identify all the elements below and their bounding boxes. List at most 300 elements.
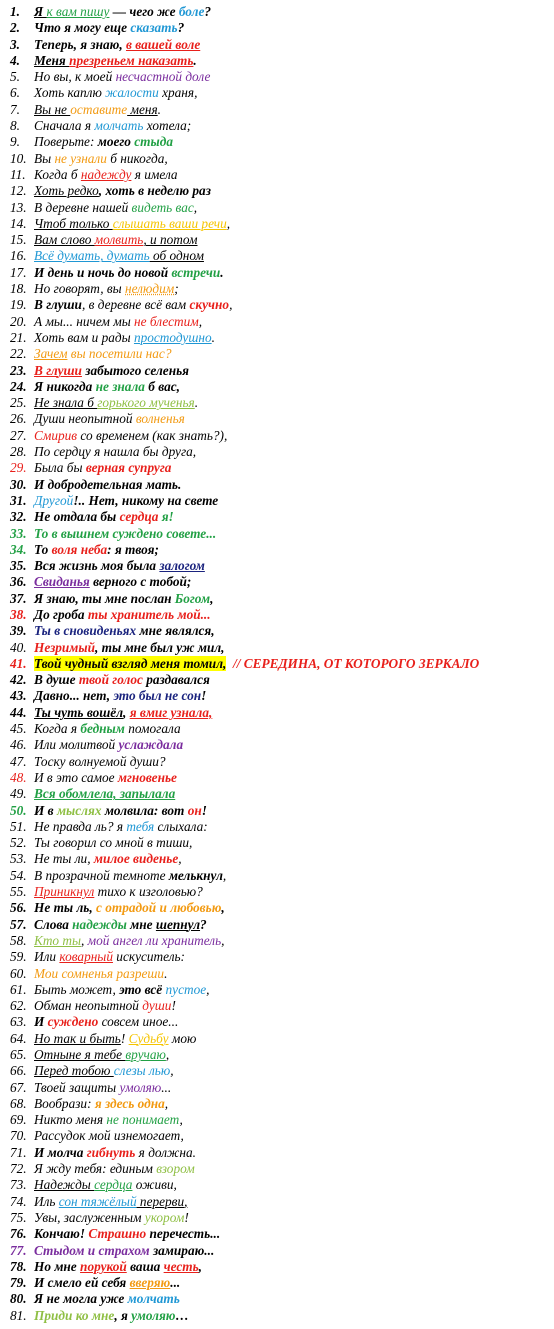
text-fragment: б вас, <box>144 378 180 394</box>
text-fragment: , <box>229 297 233 313</box>
poem-line <box>0 623 554 639</box>
poem-line <box>0 933 554 949</box>
line-number: 24. <box>10 378 27 394</box>
line-text <box>34 1210 554 1226</box>
text-fragment: Никто меня <box>34 1112 107 1128</box>
text-fragment: не блестим <box>134 313 199 329</box>
poem-line <box>0 982 554 998</box>
line-text <box>34 770 554 786</box>
poem-line <box>0 1047 554 1063</box>
text-fragment: к вам пишу <box>46 4 110 19</box>
line-text <box>34 428 554 444</box>
text-fragment: Вся обомлела, запылала <box>34 786 176 802</box>
text-fragment: Слова <box>34 916 73 932</box>
line-number: 40. <box>10 639 27 655</box>
line-text <box>34 363 554 379</box>
text-fragment: Души неопытной <box>34 411 136 427</box>
line-number: 43. <box>10 688 27 704</box>
line-text <box>34 1031 554 1047</box>
line-number: 32. <box>10 509 27 525</box>
text-fragment: услаждала <box>118 737 184 753</box>
line-number: 35. <box>10 558 27 574</box>
text-fragment: волненья <box>135 411 185 427</box>
line-number: 80. <box>10 1291 27 1307</box>
line-text <box>34 1194 554 1210</box>
line-number: 55. <box>10 884 27 900</box>
line-number: 31. <box>10 492 27 508</box>
text-fragment: суждено <box>47 1014 99 1030</box>
line-text <box>34 379 554 395</box>
line-text <box>34 591 554 607</box>
poem-line <box>0 1243 554 1259</box>
line-number: 63. <box>10 1014 27 1030</box>
text-fragment: ? <box>177 20 185 36</box>
text-fragment: помогала <box>124 721 181 737</box>
poem-line <box>0 102 554 118</box>
text-fragment: ! <box>184 1209 189 1225</box>
text-fragment: И день и ночь до новой <box>34 264 172 280</box>
text-fragment: Тоску волнуемой души? <box>34 753 166 769</box>
text-fragment: , в деревне всё вам <box>81 297 190 313</box>
text-fragment: слыхала: <box>154 818 208 834</box>
line-text <box>34 265 554 281</box>
text-fragment: совсем иное... <box>98 1014 179 1030</box>
line-number: 1. <box>10 4 20 19</box>
line-number: 46. <box>10 737 27 753</box>
text-fragment: мыслях <box>56 802 102 818</box>
poem-line <box>0 281 554 297</box>
text-fragment: встречи <box>171 264 221 280</box>
text-fragment: умоляю <box>119 1079 162 1095</box>
text-fragment: презреньем наказать <box>69 52 194 68</box>
line-text <box>34 248 554 264</box>
poem-line <box>0 721 554 737</box>
line-text <box>34 1063 554 1079</box>
text-fragment: он <box>187 802 202 818</box>
text-fragment: Хоть вам и рады <box>34 329 134 345</box>
text-fragment: Но говорят, вы <box>34 281 125 297</box>
line-text <box>34 85 554 101</box>
text-fragment: И в <box>34 802 57 818</box>
line-text <box>34 1080 554 1096</box>
text-fragment: . <box>164 965 168 981</box>
text-fragment: , хоть в неделю раз <box>98 183 211 199</box>
text-fragment: Ты в сновиденьях <box>34 623 137 639</box>
text-fragment: И <box>34 1014 48 1030</box>
line-text <box>34 900 554 916</box>
text-fragment: Я жду тебя: единым <box>34 1161 157 1177</box>
text-fragment: Я не могла уже <box>34 1291 128 1307</box>
line-number: 9. <box>10 134 20 150</box>
text-fragment: , <box>164 1095 169 1111</box>
poem-line <box>0 851 554 867</box>
poem-line <box>0 314 554 330</box>
poem-line <box>0 1210 554 1226</box>
line-number: 58. <box>10 932 27 948</box>
text-fragment: ваша <box>126 1258 164 1274</box>
poem-line <box>0 1161 554 1177</box>
poem-line <box>0 37 554 53</box>
poem-line <box>0 167 554 183</box>
poem-line <box>0 379 554 395</box>
line-text <box>34 917 554 933</box>
poem-line <box>0 1112 554 1128</box>
line-number: 76. <box>10 1226 27 1242</box>
line-text <box>34 346 554 362</box>
text-fragment: Но вы, к моей <box>34 69 116 85</box>
text-fragment: , <box>198 1258 202 1274</box>
poem-line <box>0 1096 554 1112</box>
line-text <box>34 819 554 835</box>
poem-line <box>0 803 554 819</box>
text-fragment: Была бы <box>34 460 86 476</box>
line-text <box>34 183 554 199</box>
text-fragment: б никогда, <box>106 150 168 166</box>
highlighted-line <box>34 656 226 671</box>
line-text <box>34 53 554 69</box>
text-fragment: Я знаю, ты мне послан <box>34 590 175 606</box>
line-text <box>34 574 554 590</box>
text-fragment: ты хранитель мой... <box>87 606 211 622</box>
line-number: 45. <box>10 721 27 737</box>
line-text <box>34 1226 554 1242</box>
poem-line <box>0 835 554 851</box>
text-fragment: тебя <box>126 818 155 834</box>
poem-line <box>0 998 554 1014</box>
line-text <box>34 623 554 639</box>
line-text <box>34 1308 554 1324</box>
line-text <box>34 1291 554 1307</box>
line-text <box>34 509 554 525</box>
line-text <box>34 998 554 1014</box>
poem-line <box>0 591 554 607</box>
poem-line <box>0 1128 554 1144</box>
text-fragment: тихо к изголовью? <box>94 884 203 900</box>
line-text <box>34 4 554 20</box>
text-fragment: , <box>165 1047 170 1062</box>
line-number: 50. <box>10 802 27 818</box>
poem-line <box>0 477 554 493</box>
poem-line <box>0 574 554 590</box>
text-fragment: верного с тобой; <box>89 574 192 590</box>
text-fragment: молвить <box>94 232 144 248</box>
line-number: 21. <box>10 329 27 345</box>
line-number: 68. <box>10 1095 27 1111</box>
text-fragment: Иль <box>34 1193 59 1209</box>
line-number: 17. <box>10 264 27 280</box>
text-fragment: слышать ваши речи <box>112 215 227 231</box>
line-number: 41. <box>10 655 27 671</box>
line-text <box>34 216 554 232</box>
text-fragment: мне являлся, <box>136 623 215 639</box>
text-fragment: умоляю <box>131 1307 176 1323</box>
text-fragment: мой ангел ли хранитель <box>87 932 222 948</box>
poem-line <box>0 346 554 362</box>
text-fragment: молчать <box>94 118 144 134</box>
text-fragment: Что я могу еще <box>34 20 131 36</box>
line-text <box>34 1128 554 1144</box>
text-fragment: Увы, заслуженным <box>34 1209 145 1225</box>
text-fragment: вы посетили нас? <box>67 346 172 362</box>
poem-line <box>0 232 554 248</box>
line-number: 37. <box>10 590 27 606</box>
text-fragment: Богом <box>174 590 211 606</box>
line-number: 42. <box>10 672 27 688</box>
text-fragment: Мои сомненья разреши <box>34 965 165 981</box>
line-text <box>34 200 554 216</box>
text-fragment: , <box>170 1063 174 1079</box>
text-fragment: Незримый <box>34 639 96 655</box>
text-fragment: вверяю <box>129 1275 171 1291</box>
text-fragment: . <box>157 101 161 117</box>
text-fragment: сказать <box>130 20 178 36</box>
text-fragment: Стыдом и страхом <box>34 1242 150 1258</box>
text-fragment: По сердцу я нашла бы друга, <box>34 444 197 460</box>
line-text <box>34 656 554 672</box>
line-text <box>34 1275 554 1291</box>
text-fragment: Вам слово <box>34 232 95 248</box>
text-fragment: Судьбу <box>128 1030 169 1046</box>
line-text <box>34 835 554 851</box>
text-fragment: Зачем <box>34 346 68 362</box>
line-text <box>34 477 554 493</box>
text-fragment: Приникнул <box>34 884 95 900</box>
text-fragment: мне <box>126 916 156 932</box>
line-number: 29. <box>10 460 27 476</box>
middle-mirror-note: // СЕРЕДИНА, ОТ КОТОРОГО ЗЕРКАЛО <box>226 655 480 671</box>
poem-line <box>0 1194 554 1210</box>
line-text <box>34 558 554 574</box>
text-fragment: в вашей воле <box>125 36 201 52</box>
text-fragment: Приди ко мне <box>34 1307 115 1323</box>
poem-line <box>0 411 554 427</box>
text-fragment: Теперь, я знаю, <box>34 36 126 52</box>
line-number: 36. <box>10 574 27 590</box>
text-fragment: И смело ей себя <box>34 1275 130 1291</box>
line-text <box>34 526 554 542</box>
text-fragment: коварный <box>59 949 113 965</box>
text-fragment: Всё думать, думать <box>34 248 150 264</box>
line-text <box>34 134 554 150</box>
text-fragment: В деревне нашей <box>34 199 132 215</box>
line-text <box>34 786 554 802</box>
line-number: 13. <box>10 199 27 215</box>
line-text <box>34 330 554 346</box>
text-fragment: Свиданья <box>34 574 90 590</box>
text-fragment: шепнул <box>155 916 201 932</box>
text-fragment: Чтоб только <box>34 215 113 231</box>
text-fragment: мгновенье <box>117 769 177 785</box>
line-text <box>34 542 554 558</box>
line-text <box>34 1177 554 1193</box>
line-number: 2. <box>10 20 20 36</box>
text-fragment: надежды <box>72 916 127 932</box>
text-fragment: жалости <box>105 85 159 101</box>
text-fragment: не узнали <box>54 150 107 166</box>
text-fragment: !.. Нет, никому на свете <box>73 492 219 508</box>
line-number: 5. <box>10 69 20 85</box>
text-fragment: бедным <box>80 721 125 737</box>
text-fragment: замираю... <box>149 1242 215 1258</box>
line-number: 66. <box>10 1063 27 1079</box>
text-fragment: со временем (как знать?), <box>77 427 228 443</box>
poem-line <box>0 640 554 656</box>
text-fragment: То в вышнем суждено совете... <box>34 525 217 541</box>
text-fragment: Поверьте: <box>34 134 98 150</box>
text-fragment: , <box>210 590 214 606</box>
text-fragment: А мы... ничем мы <box>34 313 135 329</box>
text-fragment: Но мне <box>34 1258 81 1274</box>
text-fragment: Не отдала бы <box>34 509 120 525</box>
text-fragment: храня, <box>158 85 198 101</box>
text-fragment: искуситель: <box>112 949 185 965</box>
line-text <box>34 411 554 427</box>
text-fragment: Ты говорил со мной в тиши, <box>34 835 193 851</box>
text-fragment: нелюдим <box>125 281 175 297</box>
line-number: 22. <box>10 346 27 362</box>
text-fragment: , <box>226 215 231 231</box>
text-fragment: мелькнул <box>168 867 223 883</box>
text-fragment: несчастной доле <box>115 69 211 85</box>
line-text <box>34 1047 554 1063</box>
text-fragment: . <box>211 329 215 345</box>
line-number: 67. <box>10 1079 27 1095</box>
line-number: 81. <box>10 1307 27 1323</box>
text-fragment: Меня <box>34 52 70 68</box>
line-text <box>34 688 554 704</box>
poem-line <box>0 53 554 69</box>
text-fragment: молчать <box>127 1291 180 1307</box>
text-fragment: это всё <box>119 981 166 997</box>
text-fragment: Смирив <box>34 427 78 443</box>
text-fragment: порукой <box>80 1258 127 1274</box>
poem-line <box>0 509 554 525</box>
line-text <box>34 607 554 623</box>
text-fragment: Я никогда <box>34 378 96 394</box>
line-number: 23. <box>10 362 27 378</box>
text-fragment: , <box>198 313 203 329</box>
text-fragment: , <box>179 1112 183 1128</box>
text-fragment: залогом <box>159 558 205 574</box>
text-fragment: видеть вас <box>131 199 194 215</box>
text-fragment: ; <box>174 281 179 297</box>
line-text <box>34 1112 554 1128</box>
poem-line <box>0 1177 554 1193</box>
text-fragment: Вы <box>34 150 55 166</box>
poem-line <box>0 134 554 150</box>
poem-line <box>0 4 554 20</box>
line-text <box>34 1161 554 1177</box>
line-number: 78. <box>10 1258 27 1274</box>
text-fragment: Кончаю <box>34 1226 80 1242</box>
line-text <box>34 102 554 118</box>
line-text <box>34 705 554 721</box>
line-number: 54. <box>10 867 27 883</box>
text-fragment: И молча <box>34 1144 87 1160</box>
poem-line <box>0 1259 554 1275</box>
text-fragment: ! <box>120 1030 129 1046</box>
line-number: 59. <box>10 949 27 965</box>
line-number: 15. <box>10 232 27 248</box>
text-fragment: Не ты ль, <box>34 900 97 916</box>
text-fragment: мою <box>168 1030 197 1046</box>
text-fragment: я здесь одна <box>94 1095 165 1111</box>
text-fragment: , ты мне был уж мил, <box>95 639 225 655</box>
text-fragment: Я <box>34 4 47 19</box>
text-fragment: Сначала я <box>34 118 95 134</box>
text-fragment: ? <box>200 916 207 932</box>
line-text <box>34 1014 554 1030</box>
line-text <box>34 1145 554 1161</box>
poem-line <box>0 428 554 444</box>
text-fragment: перечесть... <box>146 1226 221 1242</box>
line-number: 33. <box>10 525 27 541</box>
text-fragment: И в это самое <box>34 769 118 785</box>
text-fragment: Хоть редко <box>34 183 99 199</box>
poem-line <box>0 444 554 460</box>
text-fragment: , <box>221 900 225 916</box>
text-fragment: простодушно <box>133 329 212 345</box>
poem-line <box>0 330 554 346</box>
text-fragment: стыда <box>134 134 173 150</box>
text-fragment: Но так и быть <box>34 1030 121 1046</box>
text-fragment: , <box>222 867 227 883</box>
line-number: 11. <box>10 166 26 182</box>
line-text <box>34 460 554 476</box>
poem-line <box>0 819 554 835</box>
text-fragment: Надежды <box>34 1177 95 1193</box>
line-number: 73. <box>10 1177 27 1193</box>
text-fragment: Страшно <box>88 1226 147 1242</box>
line-number: 53. <box>10 851 27 867</box>
line-number: 61. <box>10 981 27 997</box>
text-fragment: , <box>81 932 88 948</box>
text-fragment: Или молитвой <box>34 737 119 753</box>
poem-line <box>0 607 554 623</box>
line-number: 74. <box>10 1193 27 1209</box>
line-text <box>34 1259 554 1275</box>
poem-line <box>0 265 554 281</box>
text-fragment: , я <box>114 1307 132 1323</box>
poem-line <box>0 737 554 753</box>
text-fragment: я должна. <box>135 1144 196 1160</box>
text-fragment: , <box>206 981 210 997</box>
text-fragment: я! <box>158 509 174 525</box>
text-fragment: Твой чудный взгляд меня томил, <box>34 655 227 671</box>
text-fragment: об одном <box>149 248 204 264</box>
text-fragment: ... <box>161 1079 172 1095</box>
text-fragment: с отрадой и любовью <box>96 900 222 916</box>
line-number: 34. <box>10 541 27 557</box>
line-number: 44. <box>10 704 27 720</box>
poem-line <box>0 672 554 688</box>
line-number: 12. <box>10 183 27 199</box>
poem-line <box>0 949 554 965</box>
line-text <box>34 721 554 737</box>
line-text <box>34 232 554 248</box>
text-fragment: Рассудок мой изнемогает, <box>34 1128 184 1144</box>
line-number: 72. <box>10 1161 27 1177</box>
line-text <box>34 949 554 965</box>
text-fragment: Другой <box>34 492 74 508</box>
line-number: 14. <box>10 215 27 231</box>
text-fragment: моего <box>97 134 135 150</box>
text-fragment: В глуши <box>34 362 82 378</box>
line-number: 64. <box>10 1030 27 1046</box>
poem-line <box>0 526 554 542</box>
poem-line <box>0 1063 554 1079</box>
line-text <box>34 395 554 411</box>
